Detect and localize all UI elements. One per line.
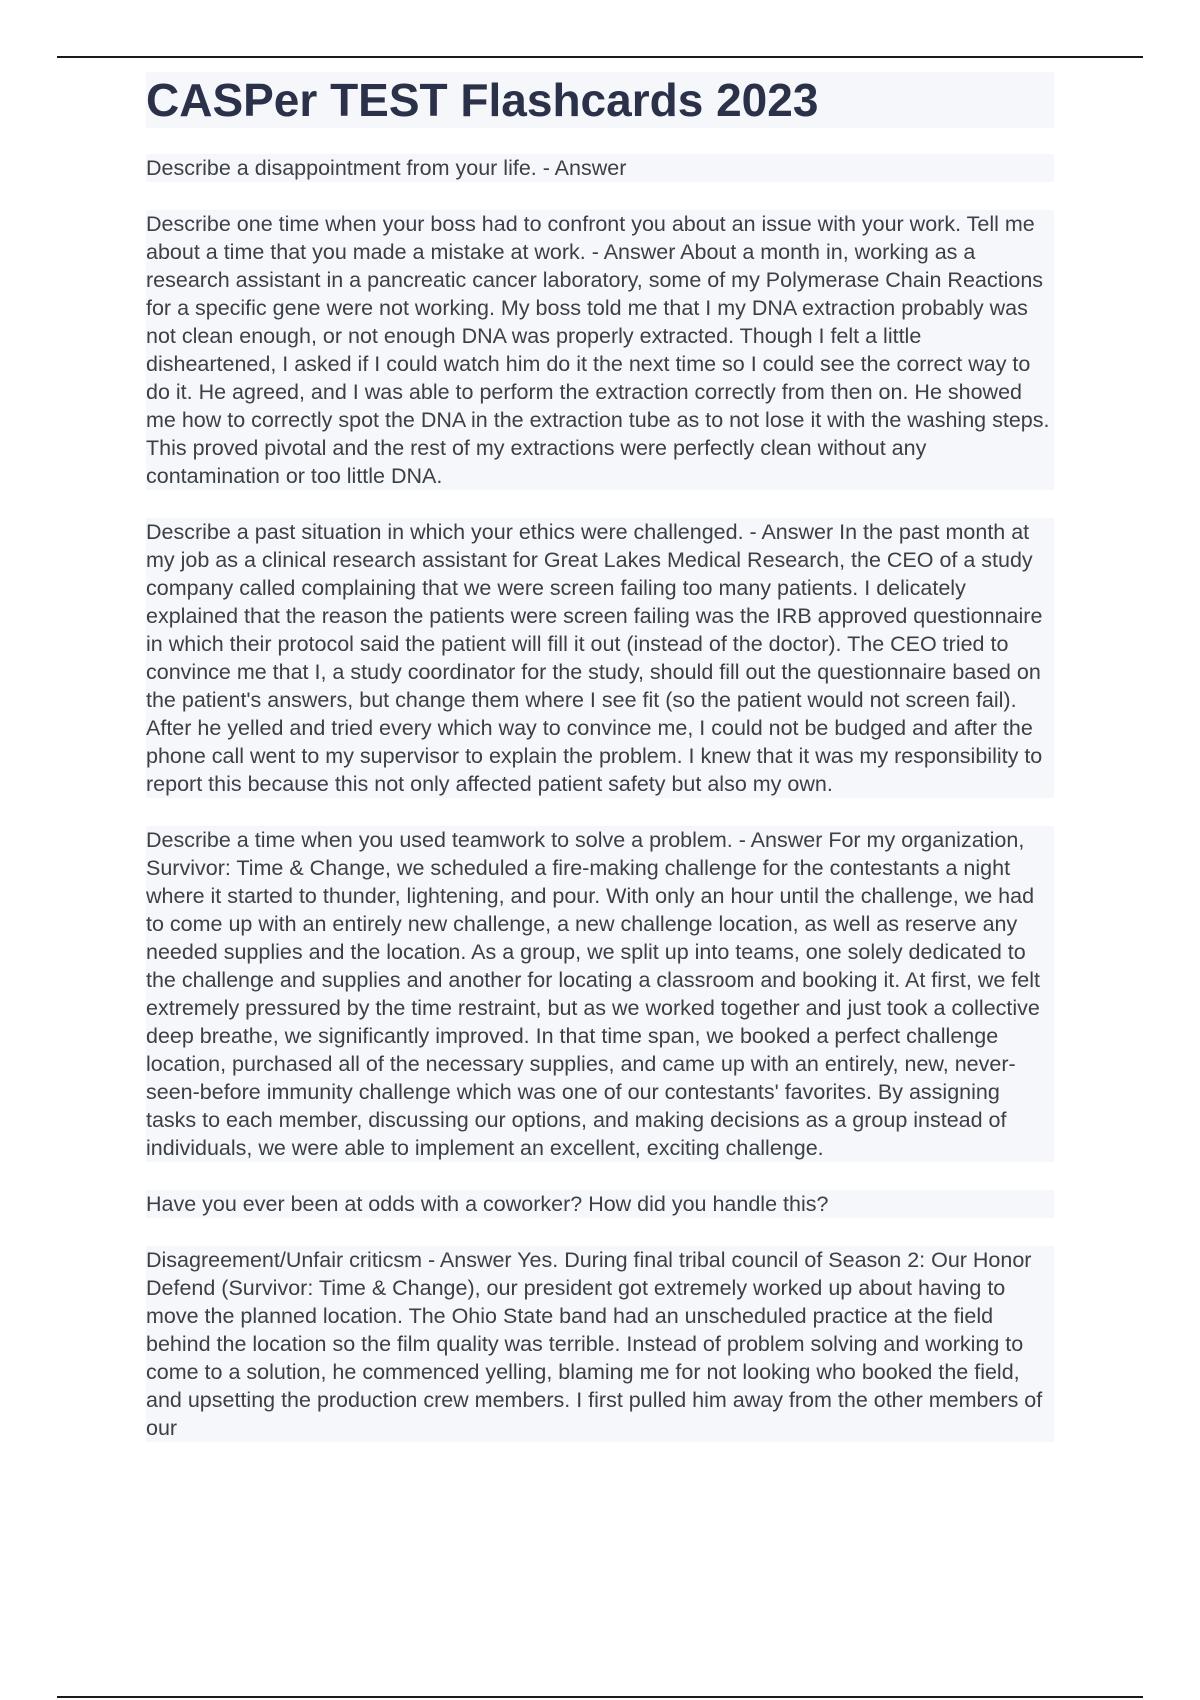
flashcard-disagreement: Disagreement/Unfair criticsm - Answer Yes. During final tribal council of Season 2: Our Honor Defend (Survivor: Time & Change), our president got extremely worked up about having to move the planned location. The Ohio State band had an unscheduled practice at the field behind the location so the film quality was terrible. Instead of problem solving and working to come to a solution, he commenced yelling, blaming me for not looking who booked the field, and upsetting the production crew members. I first pulled him away from the other members of our xyxy=(146,1246,1054,1442)
flashcard-coworker-question: Have you ever been at odds with a coworker? How did you handle this? xyxy=(146,1190,1054,1218)
flashcard-ethics: Describe a past situation in which your ethics were challenged. - Answer In the past month at my job as a clinical research assistant for Great Lakes Medical Research, the CEO of a study company called complaining that we were screen failing too many patients. I delicately explained that the reason the patients were screen failing was the IRB approved questionnaire in which their protocol said the patient will fill it out (instead of the doctor). The CEO tried to convince me that I, a study coordinator for the study, should fill out the questionnaire based on the patient's answers, but change them where I see fit (so the patient would not screen fail). After he yelled and tried every which way to convince me, I could not be budged and after the phone call went to my supervisor to explain the problem. I knew that it was my responsibility to report this because this not only affected patient safety but also my own. xyxy=(146,518,1054,798)
document-body xyxy=(146,72,1054,1470)
page-title: CASPer TEST Flashcards 2023 xyxy=(146,72,1054,128)
flashcard-boss-confront: Describe one time when your boss had to confront you about an issue with your work. Tell me about a time that you made a mistake at work. - Answer About a month in, working as a research assistant in a pancreatic cancer laboratory, some of my Polymerase Chain Reactions for a specific gene were not working. My boss told me that I my DNA extraction probably was not clean enough, or not enough DNA was properly extracted. Though I felt a little disheartened, I asked if I could watch him do it the next time so I could see the correct way to do it. He agreed, and I was able to perform the extraction correctly from then on. He showed me how to correctly spot the DNA in the extraction tube as to not lose it with the washing steps. This proved pivotal and the rest of my extractions were perfectly clean without any contamination or too little DNA. xyxy=(146,210,1054,490)
flashcard-list xyxy=(146,154,1054,1442)
flashcard-disappointment: Describe a disappointment from your life. - Answer xyxy=(146,154,1054,182)
bottom-rule xyxy=(57,1696,1143,1698)
top-rule xyxy=(57,56,1143,58)
flashcard-teamwork: Describe a time when you used teamwork to solve a problem. - Answer For my organization, Survivor: Time & Change, we scheduled a fire-making challenge for the contestants a night where it started to thunder, lightening, and pour. With only an hour until the challenge, we had to come up with an entirely new challenge, a new challenge location, as well as reserve any needed supplies and the location. As a group, we split up into teams, one solely dedicated to the challenge and supplies and another for locating a classroom and booking it. At first, we felt extremely pressured by the time restraint, but as we worked together and just took a collective deep breathe, we significantly improved. In that time span, we booked a perfect challenge location, purchased all of the necessary supplies, and came up with an entirely, new, never-seen-before immunity challenge which was one of our contestants' favorites. By assigning tasks to each member, discussing our options, and making decisions as a group instead of individuals, we were able to implement an excellent, exciting challenge. xyxy=(146,826,1054,1162)
